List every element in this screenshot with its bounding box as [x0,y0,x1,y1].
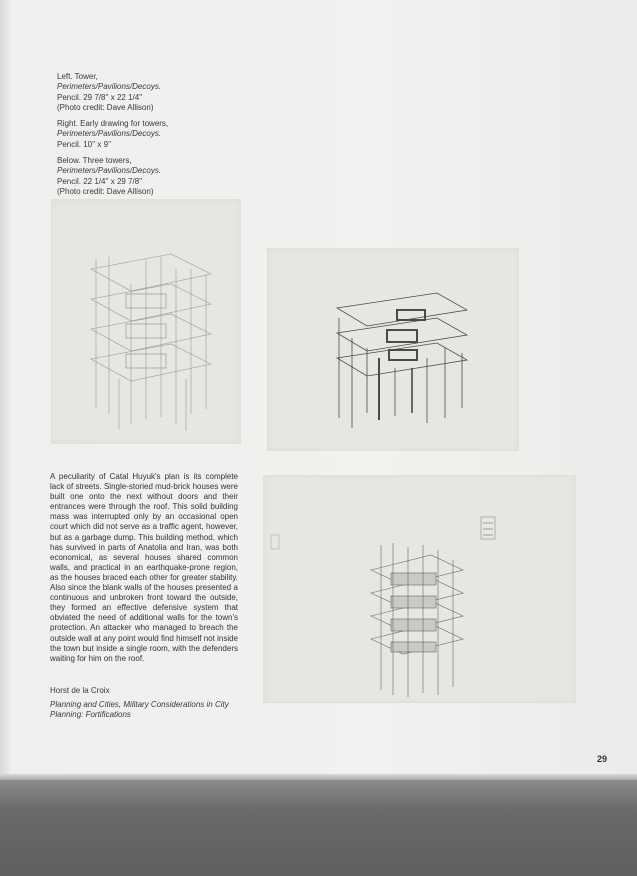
tower-drawing-photo [51,199,241,444]
reference-line-1: Planning and Cities, Military Considerations in City [50,700,229,709]
caption-below-title: Perimeters/Pavilions/Decoys. [57,166,162,176]
early-drawing-photo [267,248,519,451]
quote-references [50,700,260,720]
caption-below [57,156,257,197]
caption-left-medium: Pencil. 29 7/8'' x 22 1/4'' [57,92,143,102]
caption-right-line1: Right. Early drawing for towers, [57,119,169,129]
caption-below-line1: Below. Three towers, [57,156,132,166]
caption-left-credit: (Photo credit: Dave Allison) [57,102,154,112]
caption-column [57,72,257,203]
quote-author: Horst de la Croix [50,686,110,695]
tower-sketch-illustration [51,199,241,444]
caption-below-credit: (Photo credit: Dave Allison) [57,186,154,196]
caption-left [57,72,257,113]
reference-line-2: Planning: Fortifications [50,710,131,719]
scanner-background [0,780,637,876]
early-towers-sketch-illustration [267,248,519,451]
caption-left-title: Perimeters/Pavilions/Decoys. [57,82,162,92]
page-number: 29 [597,754,608,764]
caption-right-medium: Pencil. 10'' x 9'' [57,139,112,149]
three-towers-sketch-illustration [263,475,576,703]
caption-below-medium: Pencil. 22 1/4'' x 29 7/8'' [57,176,143,186]
three-towers-photo [263,475,576,703]
caption-right-title: Perimeters/Pavilions/Decoys. [57,129,162,139]
caption-right [57,119,257,150]
essay-body-text: A peculiarity of Catal Huyuk's plan is its complete lack of streets. Single-storied mud-brick houses were built one onto the next without doors and their entrances were through the roof. This solid building mass was interrupted only by an occasional open court which did not serve as a traffic agent, however, but as a garbage dump. This building method, which has survived in parts of Anatolia and Iran, was both economical, as several houses shared common walls, and practical in an earthquake-prone region, as the houses braced each other for greater stability. Also since the blank walls of the houses presented a continuous and unbroken front toward the outside, they formed an effective defensive system that obviated the need of additional walls for the town's protection. An attacker who managed to breach the outside wall at any point would find himself not inside the town but inside a single room, with the defenders waiting for him on the roof. [50,472,238,663]
caption-left-line1: Left. Tower, [57,72,98,81]
